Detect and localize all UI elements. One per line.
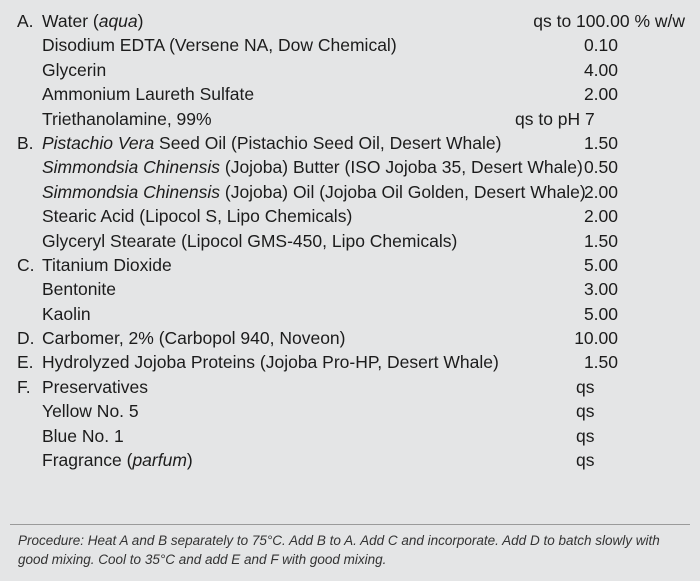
phase-letter: B. <box>17 132 34 153</box>
ingredient-name-text: (Jojoba) Butter (ISO Jojoba 35, Desert Whale) <box>220 157 583 178</box>
ingredient-row <box>0 253 700 277</box>
ingredient-name <box>42 82 254 106</box>
ingredient-row <box>0 33 700 57</box>
ingredient-row <box>0 58 700 82</box>
ingredient-amount: 5.00 <box>583 254 618 275</box>
ingredient-amount: 1.50 <box>583 132 618 153</box>
ingredient-row <box>0 155 700 179</box>
ingredient-name-text: Hydrolyzed Jojoba Proteins (Jojoba Pro-HP, Desert Whale) <box>42 352 499 373</box>
ingredient-name <box>42 277 116 301</box>
phase-letter: A. <box>17 11 34 31</box>
ingredient-name-text: (Jojoba) Oil (Jojoba Oil Golden, Desert Whale) <box>220 181 586 202</box>
phase-letter: E. <box>17 352 34 373</box>
ingredient-name-text: Carbomer, 2% (Carbopol 940, Noveon) <box>42 328 346 349</box>
ingredient-name-italic: Simmondsia Chinensis <box>42 181 220 202</box>
ingredient-amount: qs <box>576 401 595 422</box>
ingredient-name <box>42 424 124 448</box>
ingredient-amount: 1.50 <box>583 230 618 251</box>
ingredient-amount: 2.00 <box>583 206 618 227</box>
ingredient-row <box>0 399 700 423</box>
ingredient-row <box>0 326 700 350</box>
ingredient-name-text: ) <box>186 450 193 471</box>
ingredient-name <box>42 229 457 253</box>
ingredient-row <box>0 448 700 472</box>
ingredient-name-text: Triethanolamine, 99% <box>42 108 212 129</box>
ingredient-amount: qs to 100.00 % w/w <box>533 11 685 31</box>
ingredient-name-text: Titanium Dioxide <box>42 254 172 275</box>
ingredient-amount: qs <box>576 450 595 471</box>
ingredient-name <box>42 399 139 423</box>
ingredient-name-italic: aqua <box>98 11 138 31</box>
ingredient-row <box>0 204 700 228</box>
ingredient-name-text: Yellow No. 5 <box>42 401 139 422</box>
ingredient-name-italic: Pistachio Vera <box>42 132 155 153</box>
ingredient-row <box>0 375 700 399</box>
phase-letter: C. <box>17 254 35 275</box>
ingredient-name-text: Ammonium Laureth Sulfate <box>42 84 255 105</box>
ingredient-name-text: Glyceryl Stearate (Lipocol GMS-450, Lipo Chemicals) <box>42 230 458 251</box>
ingredient-name-text: Glycerin <box>42 59 107 80</box>
ingredient-row <box>0 9 700 33</box>
divider-line <box>10 524 690 525</box>
ingredient-name <box>42 9 143 33</box>
ingredient-name <box>42 131 501 155</box>
ingredient-name-text: ) <box>137 11 144 31</box>
ingredient-row <box>0 180 700 204</box>
ingredient-amount: 2.00 <box>583 84 618 105</box>
ingredient-name-text: Bentonite <box>42 279 116 300</box>
ingredient-name-italic: parfum <box>132 450 187 471</box>
phase-letter: F. <box>17 376 31 397</box>
ingredient-amount: qs <box>576 425 595 446</box>
ingredient-name <box>42 33 397 57</box>
ingredient-amount: 3.00 <box>583 279 618 300</box>
ingredient-name-text: Preservatives <box>42 376 149 397</box>
phase-letter: D. <box>17 328 35 349</box>
ingredient-name-italic: Simmondsia Chinensis <box>42 157 220 178</box>
ingredient-amount: 5.00 <box>583 303 618 324</box>
ingredient-name <box>42 204 352 228</box>
ingredient-name <box>42 350 499 374</box>
ingredient-row <box>0 229 700 253</box>
ingredient-amount: qs to pH 7 <box>515 108 595 129</box>
ingredient-name <box>42 155 583 179</box>
ingredient-amount: 0.50 <box>583 157 618 178</box>
ingredient-name <box>42 375 148 399</box>
ingredient-name <box>42 302 91 326</box>
ingredient-name-text: Stearic Acid (Lipocol S, Lipo Chemicals) <box>42 206 353 227</box>
ingredient-name <box>42 107 212 131</box>
ingredient-name <box>42 180 586 204</box>
ingredient-row <box>0 277 700 301</box>
ingredient-name-text: Kaolin <box>42 303 91 324</box>
ingredient-row <box>0 107 700 131</box>
ingredient-name-text: Water ( <box>42 11 99 31</box>
ingredient-amount: qs <box>576 376 595 397</box>
ingredient-amount: 10.00 <box>574 328 618 349</box>
ingredient-row <box>0 350 700 374</box>
ingredient-name <box>42 58 106 82</box>
ingredient-row <box>0 424 700 448</box>
ingredient-name-text: Seed Oil (Pistachio Seed Oil, Desert Whale) <box>154 132 502 153</box>
ingredient-row <box>0 131 700 155</box>
ingredient-name <box>42 448 193 472</box>
ingredient-amount: 0.10 <box>583 35 618 56</box>
ingredient-name-text: Blue No. 1 <box>42 425 124 446</box>
ingredient-amount: 2.00 <box>583 181 618 202</box>
ingredient-amount: 1.50 <box>583 352 618 373</box>
ingredient-amount: 4.00 <box>583 59 618 80</box>
ingredient-name <box>42 253 172 277</box>
ingredient-row <box>0 302 700 326</box>
formula-table <box>0 9 700 472</box>
ingredient-row <box>0 82 700 106</box>
ingredient-name <box>42 326 346 350</box>
ingredient-name-text: Disodium EDTA (Versene NA, Dow Chemical) <box>42 35 397 56</box>
ingredient-name-text: Fragrance ( <box>42 450 133 471</box>
procedure-text: Procedure: Heat A and B separately to 75°C. Add B to A. Add C and incorporate. Add D to batch slowly with good mixing. Cool to 35°C and add E and F with good mixing. <box>18 533 660 567</box>
